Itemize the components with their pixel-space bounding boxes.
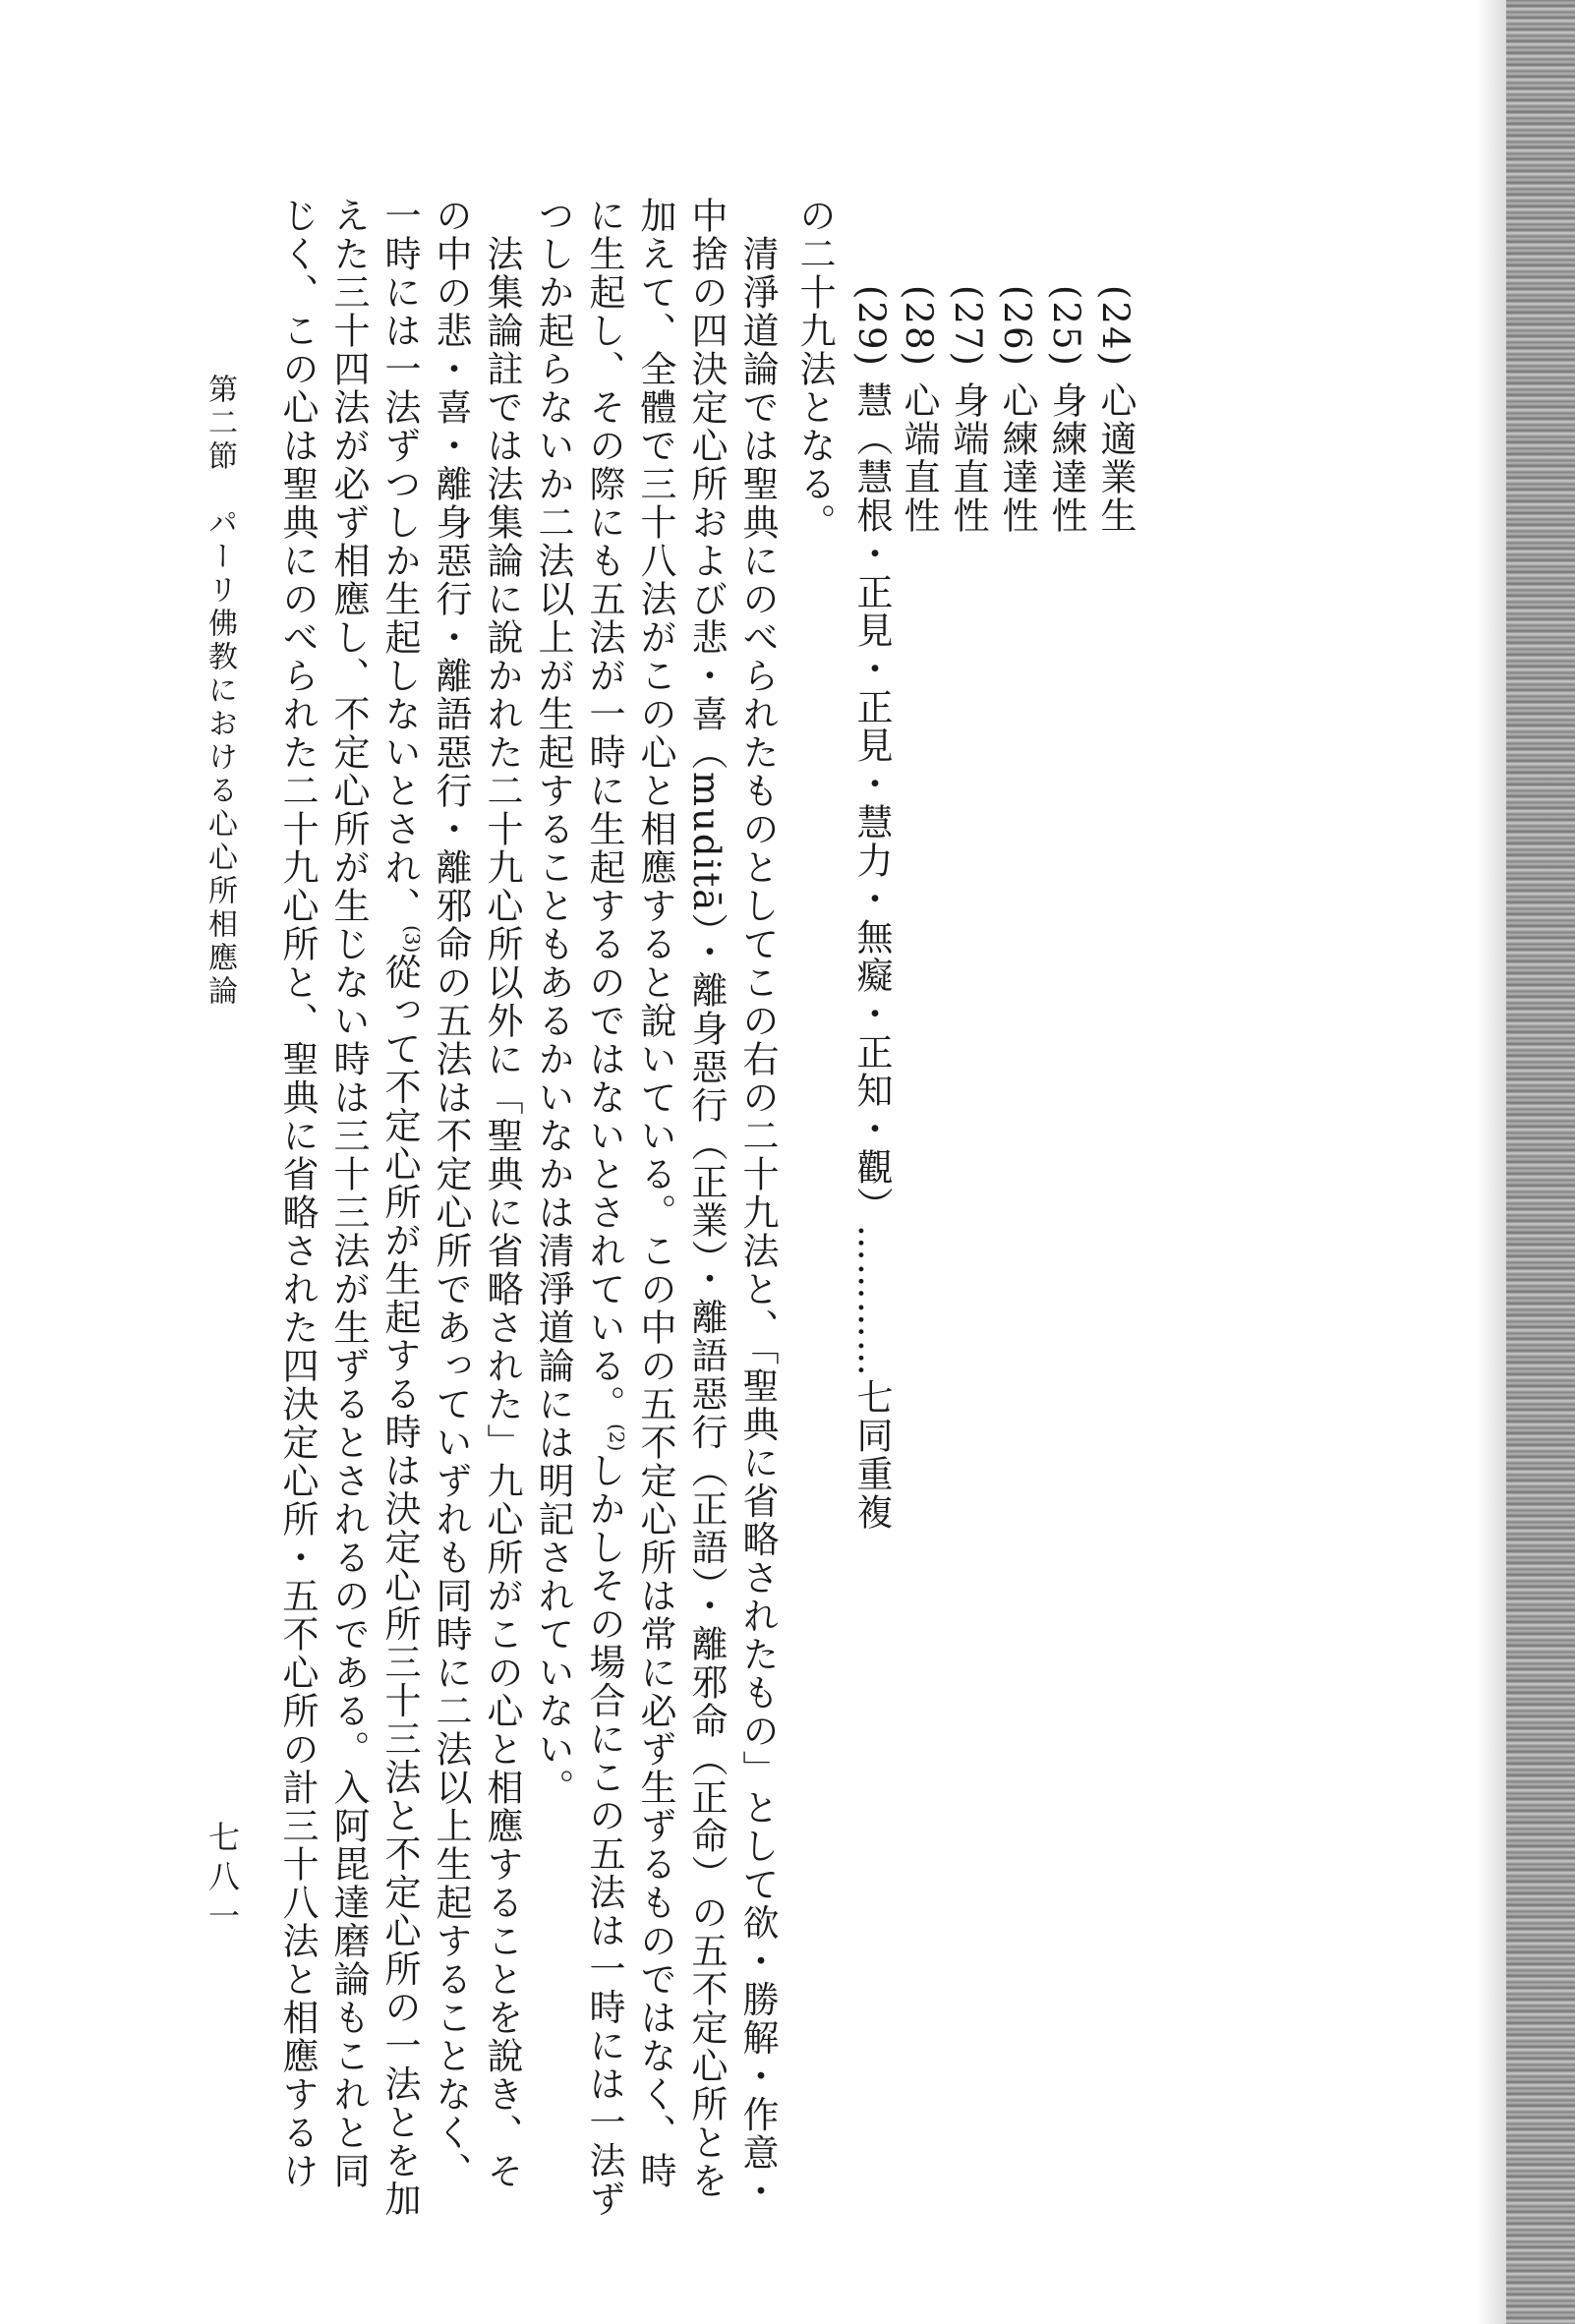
body-line-7: 法集論註では法集論に說かれた二十九心所以外に「聖典に省略された」九心所がこの心と相應することを說き、そ bbox=[481, 197, 523, 2190]
list-item-29: (29) 慧（慧根・正見・正見・慧力・無癡・正知・觀）…………七同重複 bbox=[850, 285, 893, 1532]
body-line-5-cont: しかしその場合にこの五法は一時には一法ず bbox=[583, 1451, 625, 2219]
body-line-8: の中の悲・喜・離身惡行・離語惡行・離邪命の五法は不定心所であっていずれも同時に二法以上生起することなく、 bbox=[430, 197, 472, 2190]
body-line-4: 加えて、全體で三十八法がこの心と相應すると說いている。この中の五不定心所は常に必ず生ずるものではなく、時 bbox=[634, 197, 676, 2190]
body-line-1: の二十九法となる。 bbox=[793, 197, 836, 542]
body-line-9-cont: 從って不定心所が生起する時は決定心所三十三法と不定心所の一法とを加 bbox=[379, 953, 421, 2219]
list-item-25: (25) 身練達性 bbox=[1045, 285, 1087, 535]
body-line-9 bbox=[379, 197, 425, 2219]
body-line-9-text: 一時には一法ずつしか生起しないとされ、 bbox=[379, 197, 421, 925]
section-label: 第二節 bbox=[203, 374, 237, 474]
body-line-11: じく、この心は聖典にのべられた二十九心所と、聖典に省略された四決定心所・五不心所の計三十八法と相應するけ bbox=[276, 197, 319, 2190]
running-footer bbox=[203, 374, 237, 1009]
page-number: 七八一 bbox=[204, 1821, 241, 1939]
body-line-5 bbox=[583, 197, 629, 2219]
footnote-ref-3: (3) bbox=[400, 925, 425, 954]
body-line-5-text: に生起し、その際にも五法が一時に生起するのではないとされている。 bbox=[583, 197, 625, 1423]
section-title: パーリ佛教における心心所相應論 bbox=[203, 507, 237, 1009]
list-item-27: (27) 身端直性 bbox=[947, 285, 989, 535]
list-item-28: (28) 心端直性 bbox=[898, 285, 940, 535]
body-line-10: えた三十四法が必ず相應し、不定心所が生じない時は三十三法が生ずるとされるのである。入阿毘達磨論もこれと同 bbox=[327, 197, 370, 2190]
body-line-6: つしか起らないか二法以上が生起することもあるかいなかは清淨道論には明記されていない。 bbox=[532, 197, 574, 1807]
body-line-3: 中捨の四決定心所および悲・喜（muditā）・離身惡行（正業）・離語惡行（正語）・離邪命（正命）の五不定心所とを bbox=[685, 197, 728, 2200]
page-edge-shadow bbox=[1506, 0, 1575, 2324]
footnote-ref-2: (2) bbox=[605, 1423, 629, 1452]
list-item-24: (24) 心適業生 bbox=[1094, 285, 1137, 535]
body-line-2: 清淨道論では聖典にのべられたものとしてこの右の二十九法と、「聖典に省略されたもの」として欲・勝解・作意・ bbox=[736, 197, 779, 2211]
list-item-26: (26) 心練達性 bbox=[996, 285, 1038, 535]
